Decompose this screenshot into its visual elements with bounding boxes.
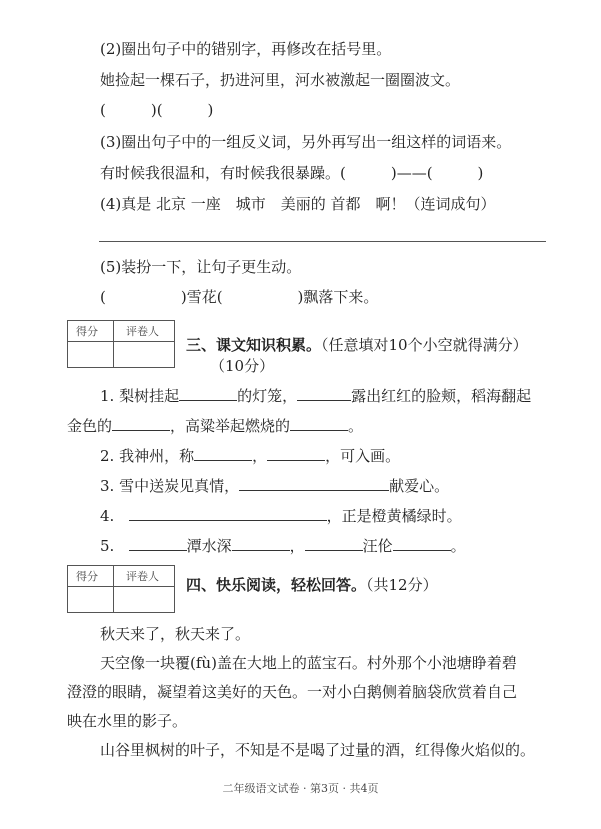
q3-sentence: 有时候我很温和，有时候我很暴躁。( )——( )	[100, 164, 484, 182]
q5-sentence	[100, 288, 378, 306]
text-segment: ，高粱举起燃烧的	[170, 417, 291, 435]
text-segment: 露出红红的脸颊，稻海翻起	[351, 387, 532, 405]
section3-title: 三、课文知识积累。	[186, 336, 322, 354]
score-box-3	[67, 320, 175, 368]
text-segment: 。	[348, 417, 364, 435]
passage-p1: 秋天来了，秋天来了。	[100, 625, 251, 643]
text-segment: 5.	[100, 537, 115, 555]
blank[interactable]	[194, 446, 252, 461]
item-1	[100, 386, 531, 405]
passage-p2-end: 映在水里的影子。	[67, 712, 188, 730]
item-2	[100, 446, 400, 465]
text-segment: 汪伦	[362, 537, 393, 555]
score-label: 得分	[76, 325, 98, 338]
passage-p3: 山谷里枫树的叶子，不知是不是喝了过量的酒，红得像火焰似的。	[100, 741, 536, 759]
q2-answer-blanks[interactable]: ( )( )	[100, 101, 214, 119]
blank[interactable]	[297, 386, 351, 401]
q4-prompt: (4)真是 北京 一座 城市 美丽的 首都 啊！（连词成句）	[100, 195, 496, 213]
section3-points: （10分）	[210, 357, 275, 375]
q4-answer-line[interactable]	[99, 241, 546, 242]
q5-tail: 飘落下来。	[303, 288, 379, 306]
blank[interactable]	[129, 536, 187, 551]
blank[interactable]	[267, 446, 325, 461]
q3-prompt: (3)圈出句子中的一组反义词，另外再写出一组这样的词语来。	[100, 133, 512, 151]
blank[interactable]	[232, 536, 290, 551]
passage-p2: 天空像一块覆(fù)盖在大地上的蓝宝石。村外那个小池塘睁着碧	[100, 654, 517, 672]
text-segment: ，正是橙黄橘绿时。	[326, 507, 462, 525]
section4-points: （共12分）	[366, 576, 438, 594]
score-label: 得分	[76, 570, 98, 583]
blank[interactable]	[239, 476, 389, 491]
text-segment: 的灯笼，	[237, 387, 298, 405]
grader-label: 评卷人	[126, 570, 159, 583]
passage-p2-cont: 澄澄的眼睛，凝望着这美好的天色。一对小白鹅侧着脑袋欣赏着自己	[67, 683, 518, 701]
blank[interactable]	[179, 386, 237, 401]
text-segment: ，	[252, 447, 268, 465]
text-segment: ，	[289, 537, 305, 555]
section4-heading	[186, 576, 438, 594]
page-footer: 二年级语文试卷 · 第3页 · 共4页	[222, 782, 379, 795]
q2-sentence: 她捡起一棵石子，扔进河里，河水被激起一圈圈波文。	[100, 71, 461, 89]
q2-prompt: (2)圈出句子中的错别字，再修改在括号里。	[100, 40, 392, 58]
text-segment: 。	[450, 537, 466, 555]
text-segment: 1. 梨树挂起	[100, 387, 180, 405]
item-4	[100, 506, 462, 525]
text-segment: ，可入画。	[325, 447, 401, 465]
blank[interactable]	[290, 416, 348, 431]
section3-heading	[186, 336, 528, 354]
blank[interactable]	[112, 416, 170, 431]
item-3	[100, 476, 449, 495]
section3-note: （任意填对10个小空就得满分）	[321, 336, 528, 354]
grader-label: 评卷人	[126, 325, 159, 338]
text-segment: 4.	[100, 507, 115, 525]
blank[interactable]	[305, 536, 363, 551]
text-segment: 献爱心。	[389, 477, 450, 495]
item-1-cont	[67, 416, 363, 435]
q5-blanks[interactable]: ( )雪花( )	[100, 288, 304, 306]
text-segment: 2. 我神州，称	[100, 447, 195, 465]
q5-prompt: (5)装扮一下，让句子更生动。	[100, 258, 302, 276]
blank[interactable]	[129, 506, 327, 521]
text-segment: 潭水深	[186, 537, 232, 555]
section4-title: 四、快乐阅读，轻松回答。	[186, 576, 367, 594]
score-box-4	[67, 565, 175, 613]
text-segment: 3. 雪中送炭见真情，	[100, 477, 240, 495]
text-segment: 金色的	[67, 417, 113, 435]
item-5	[100, 536, 466, 555]
blank[interactable]	[393, 536, 451, 551]
